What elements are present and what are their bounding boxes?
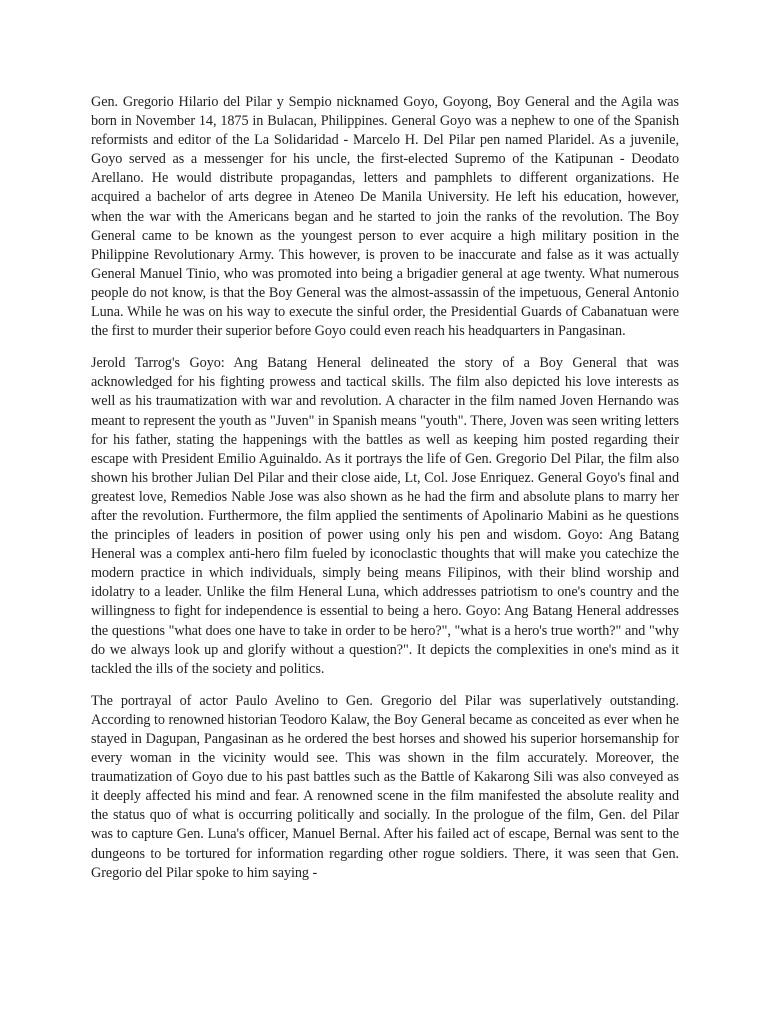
paragraph-1: Gen. Gregorio Hilario del Pilar y Sempio nicknamed Goyo, Goyong, Boy General and the Agila was born in November 14, 1875 in Bulacan, Philippines. General Goyo was a nephew to one of the Spanish reformists and editor of the La Solidaridad - Marcelo H. Del Pilar pen named Plaridel. As a juvenile, Goyo served as a messenger for his uncle, the first-elected Supremo of the Katipunan - Deodato Arellano. He would distribute propagandas, letters and pamphlets to different organizations. He acquired a bachelor of arts degree in Ateneo De Manila University. He left his education, however, when the war with the Americans began and he started to join the ranks of the revolution. The Boy General came to be known as the youngest person to ever acquire a high military position in the Philippine Revolutionary Army. This however, is proven to be inaccurate and false as it was actually General Manuel Tinio, who was promoted into being a brigadier general at age twenty. What numerous people do not know, is that the Boy General was the almost-assassin of the impetuous, General Antonio Luna. While he was on his way to execute the sinful order, the Presidential Guards of Cabanatuan were the first to murder their superior before Goyo could even reach his headquarters in Pangasinan. xyxy=(91,94,679,340)
document-body xyxy=(91,93,679,896)
paragraph-3: The portrayal of actor Paulo Avelino to Gen. Gregorio del Pilar was superlatively outstanding. According to renowned historian Teodoro Kalaw, the Boy General became as conceited as ever when he stayed in Dagupan, Pangasinan as he ordered the best horses and showed his superior horsemanship for every woman in the vicinity would see. This was shown in the film accurately. Moreover, the traumatization of Goyo due to his past battles such as the Battle of Kakarong Sili was also conveyed as it deeply affected his mind and fear. A renowned scene in the film manifested the absolute reality and the status quo of what is occurring politically and socially. In the prologue of the film, Gen. del Pilar was to capture Gen. Luna's officer, Manuel Bernal. After his failed act of escape, Bernal was sent to the dungeons to be tortured for information regarding other rogue soldiers. There, it was seen that Gen. Gregorio del Pilar spoke to him saying - xyxy=(91,692,679,881)
paragraph-2: Jerold Tarrog's Goyo: Ang Batang Heneral delineated the story of a Boy General that was acknowledged for his fighting prowess and tactical skills. The film also depicted his love interests as well as his traumatization with war and revolution. A character in the film named Joven Hernando was meant to represent the youth as "Juven" in Spanish means "youth". There, Joven was seen writing letters for his father, stating the happenings with the battles as well as keeping him posted regarding their escape with President Emilio Aguinaldo. As it portrays the life of Gen. Gregorio Del Pilar, the film also shown his brother Julian Del Pilar and their close aide, Lt, Col. Jose Enriquez. General Goyo's final and greatest love, Remedios Nable Jose was also shown as he had the firm and absolute plans to marry her after the revolution. Furthermore, the film applied the sentiments of Apolinario Mabini as he questions the principles of leaders in position of power using only his pen and wisdom. Goyo: Ang Batang Heneral was a complex anti-hero film fueled by iconoclastic thoughts that will make you catechize the modern practice in which individuals, simply being means Filipinos, with their blind worship and idolatry to a leader. Unlike the film Heneral Luna, which addresses patriotism to one's country and the willingness to fight for independence is essential to being a hero. Goyo: Ang Batang Heneral addresses the questions "what does one have to take in order to be hero?", "what is a hero's true worth?" and "why do we always look up and glorify without a question?". It depicts the complexities in one's mind as it tackled the ills of the society and politics. xyxy=(91,355,679,677)
